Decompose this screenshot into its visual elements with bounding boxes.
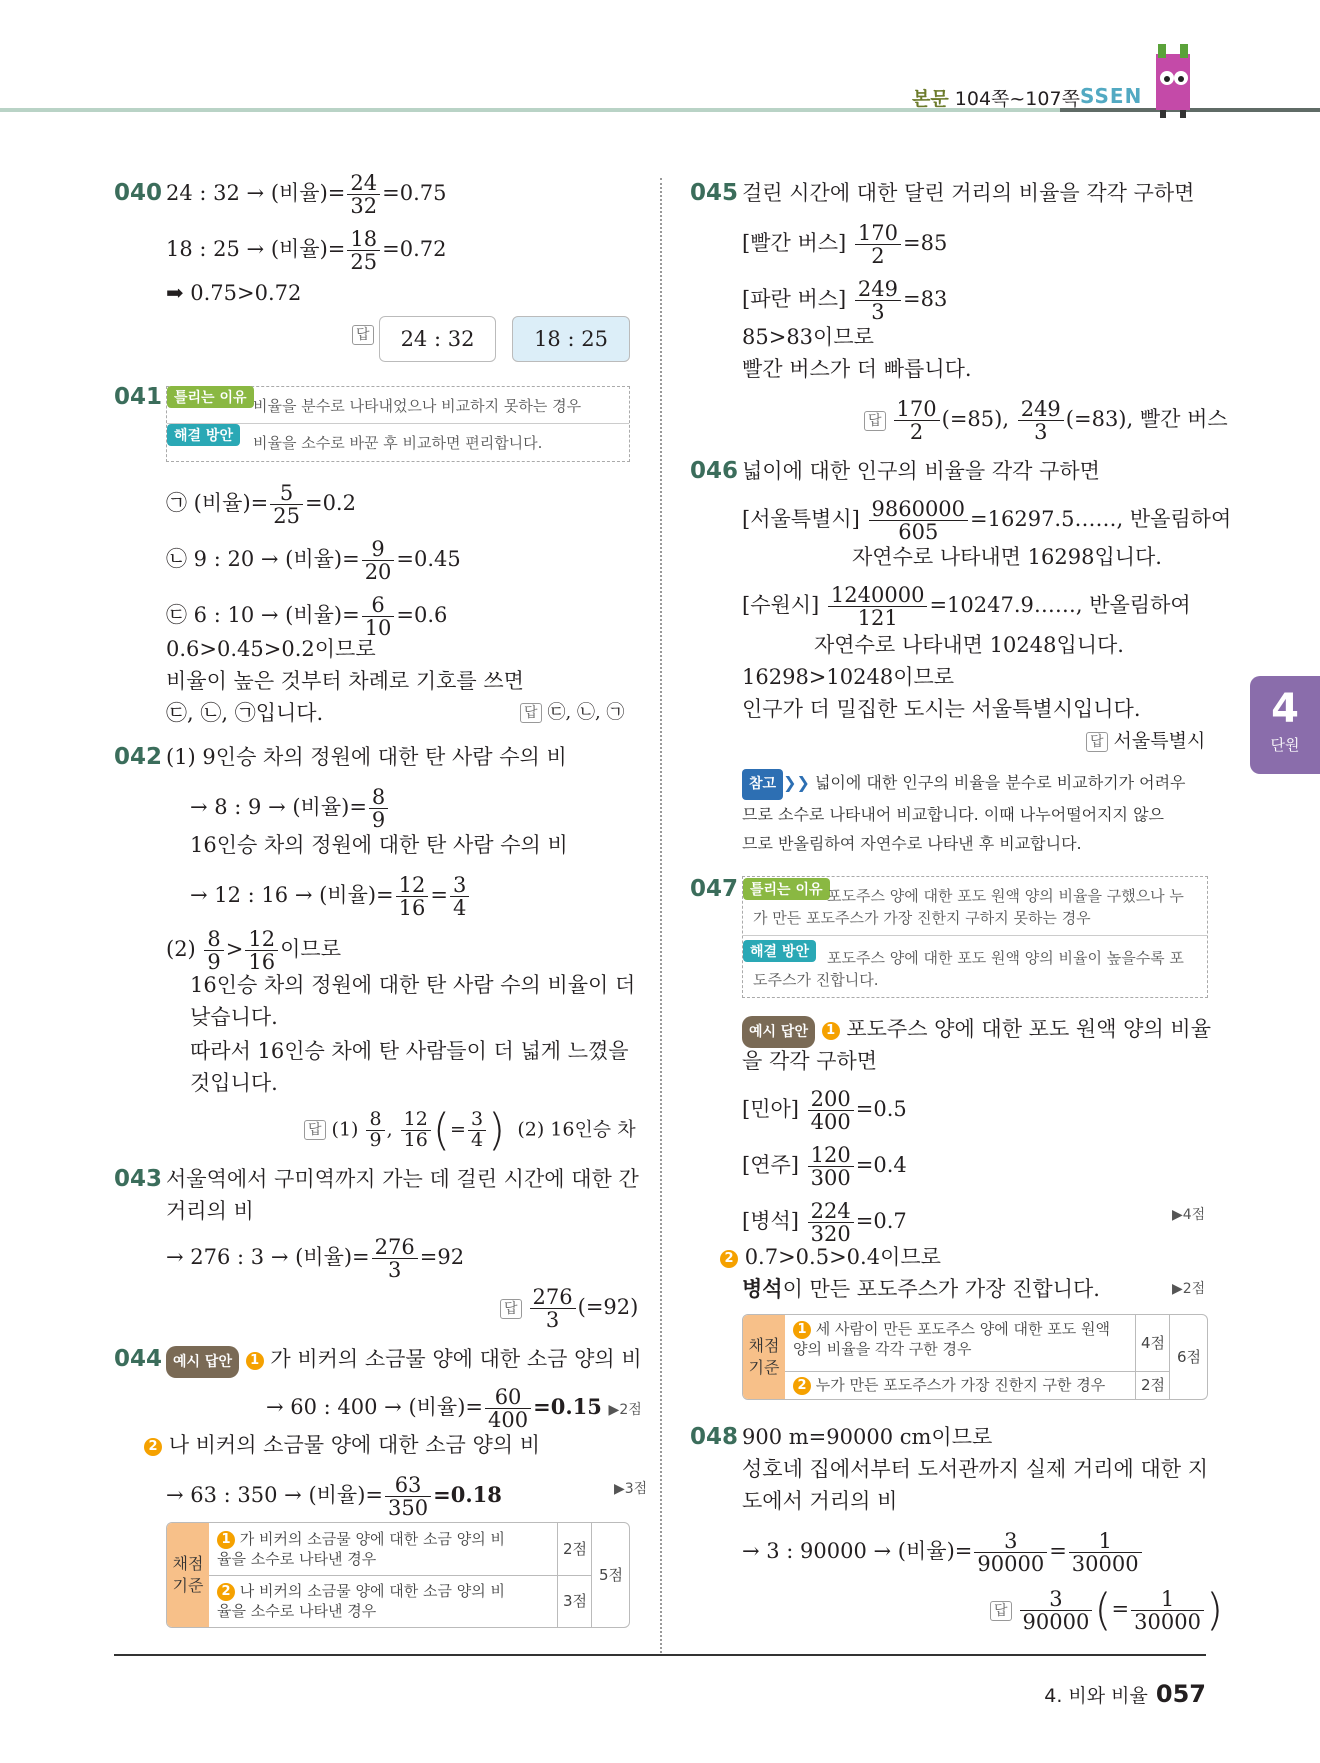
grading-label: 채점 기준 (167, 1523, 209, 1627)
p047-line7: 병석이 만든 포도주스가 가장 진합니다. (742, 1276, 1100, 1301)
p045-line2: [빨간 버스] $\frac{170}{2}$ =85 (742, 221, 948, 269)
p046-line7: 인구가 더 밀집한 도시는 서울특별시입니다. (742, 697, 1141, 721)
p044-line4: → 63 : 350 → (비율)= $\frac{63}{350}$ =0.18 (166, 1473, 502, 1521)
why-wrong-badge: 틀리는 이유 (743, 878, 830, 900)
p045-line4: 85>83이므로 (742, 325, 874, 349)
p047-line3: [민아] $\frac{200}{400}$ =0.5 (742, 1087, 907, 1135)
grading-total: 6점 (1169, 1315, 1208, 1399)
grading-label: 채점 기준 (743, 1315, 785, 1399)
p041-line4: 0.6>0.45>0.2이므로 (166, 637, 376, 661)
step-1-icon: 1 (822, 1022, 840, 1040)
why-wrong-badge: 틀리는 이유 (167, 386, 254, 408)
p044-points: ▶3점 (614, 1481, 648, 1497)
p048-line4: → 3 : 90000 → (비율)= $\frac{3}{90000}$ = $\frac{1}{30000}$ (742, 1530, 1144, 1575)
tip-box-041 (166, 386, 630, 462)
example-badge: 예시 답안 (166, 1346, 239, 1378)
p045-answer: 답 $\frac{170}{2}$ (=85), $\frac{249}{3}$ (=83), 빨간 버스 (864, 398, 1228, 443)
page-range: 본문 104쪽~107쪽 (912, 88, 1080, 110)
page-number: 057 (1155, 1680, 1206, 1708)
p047-line4: [연주] $\frac{120}{300}$ =0.4 (742, 1143, 907, 1191)
solution-line1: 포도주스 양에 대한 포도 원액 양의 비율이 높을수록 포 (827, 949, 1184, 967)
p048-line1: 900 m=90000 cm이므로 (742, 1425, 993, 1449)
grading-row-1: 1 가 비커의 소금물 양에 대한 소금 양의 비율을 소수로 나타낸 경우 (217, 1530, 505, 1568)
p042-line5: (2) $\frac{8}{9}$ > $\frac{12}{16}$ 이므로 (166, 927, 341, 975)
grading-points-1: 4점 (1135, 1315, 1170, 1371)
footer (1044, 1680, 1206, 1708)
problem-number-046: 046 (690, 458, 739, 484)
p044-line1: 예시 답안 1 가 비커의 소금물 양에 대한 소금 양의 비 (166, 1344, 642, 1378)
why-wrong-text: 비율을 분수로 나타내었으나 비교하지 못하는 경우 (253, 397, 582, 415)
grading-total: 5점 (591, 1523, 630, 1627)
p047-points-2: ▶2점 (1172, 1281, 1206, 1297)
p042-line4: → 12 : 16 → (비율)= $\frac{12}{16}$ = $\frac{3}{4}$ (190, 874, 471, 919)
p045-line5: 빨간 버스가 더 빠릅니다. (742, 357, 972, 381)
answer-box-2: 18 : 25 (512, 316, 630, 362)
note-badge: 참고 (742, 769, 783, 800)
p040-line3: ➡ 0.75>0.72 (166, 281, 302, 305)
p044-line2: → 60 : 400 → (비율)= $\frac{60}{400}$ =0.15 ▶2점 (266, 1385, 642, 1433)
p041-line-c: ㉢ 6 : 10 → (비율)= $\frac{6}{10}$ =0.6 (166, 593, 448, 641)
why-wrong-line2: 가 만든 포도주스가 가장 진한지 구하지 못하는 경우 (753, 909, 1091, 927)
p042-line9: 것입니다. (190, 1071, 278, 1095)
step-1-icon: 1 (246, 1352, 264, 1370)
tip-box-047 (742, 876, 1208, 998)
p046-line6: 16298>10248이므로 (742, 665, 955, 689)
problem-number-042: 042 (114, 744, 163, 770)
p041-line-a: ㉠ (비율)= $\frac{5}{25}$ =0.2 (166, 481, 356, 529)
brand-logo: SSEN (1080, 84, 1143, 108)
p045-line1: 걸린 시간에 대한 달린 거리의 비율을 각각 구하면 (742, 181, 1195, 205)
answer-box-1: 24 : 32 (379, 316, 496, 362)
p041-line6: ㉢, ㉡, ㉠입니다. (166, 701, 324, 725)
p046-line5: 자연수로 나타내면 10248입니다. (814, 633, 1124, 657)
problem-number-048: 048 (690, 1424, 739, 1450)
p042-line6: 16인승 차의 정원에 대한 탄 사람 수의 비율이 더 (190, 973, 636, 997)
solution-line2: 도주스가 진합니다. (753, 971, 879, 989)
p042-line2: → 8 : 9 → (비율)= $\frac{8}{9}$ (190, 786, 390, 831)
p042-line3: 16인승 차의 정원에 대한 탄 사람 수의 비 (190, 833, 568, 857)
p046-line1: 넓이에 대한 인구의 비율을 각각 구하면 (742, 459, 1100, 483)
p047-line6: 2 0.7>0.5>0.4이므로 (720, 1242, 941, 1272)
solution-badge: 해결 방안 (743, 940, 816, 962)
p047-line2: 을 각각 구하면 (742, 1049, 878, 1073)
p043-answer: 답 $\frac{276}{3}$ (=92) (500, 1286, 638, 1331)
problem-number-044: 044 (114, 1346, 163, 1372)
p043-line1: 서울역에서 구미역까지 가는 데 걸린 시간에 대한 간 (166, 1167, 639, 1191)
problem-number-040: 040 (114, 180, 163, 206)
unit-tab[interactable] (1250, 676, 1320, 774)
mascot-icon (1150, 44, 1196, 120)
footer-rule (114, 1654, 1206, 1656)
p047-line5: [병석] $\frac{224}{320}$ =0.7 (742, 1199, 907, 1247)
step-2-icon: 2 (144, 1438, 162, 1456)
p047-points-1: ▶4점 (1172, 1207, 1206, 1223)
p041-line5: 비율이 높은 것부터 차례로 기호를 쓰면 (166, 669, 524, 693)
p042-line8: 따라서 16인승 차에 탄 사람들이 더 넓게 느꼈을 (190, 1039, 629, 1063)
p046-line3: 자연수로 나타내면 16298입니다. (852, 545, 1162, 569)
p041-line-b: ㉡ 9 : 20 → (비율)= $\frac{9}{20}$ =0.45 (166, 537, 461, 585)
p040-line2: 18 : 25 → (비율)= $\frac{18}{25}$ =0.72 (166, 227, 447, 275)
grading-table-044 (166, 1522, 630, 1628)
p046-note: 참고 ❯❯ 넓이에 대한 인구의 비율을 분수로 비교하기가 어려우 므로 소수로 나타내어 비교합니다. 이때 나누어떨어지지 않으 므로 반올림하여 자연수로 나타낸 후 비교합니다. (742, 768, 1208, 858)
unit-label: 단원 (1270, 736, 1300, 754)
p047-line1: 예시 답안 1 포도주스 양에 대한 포도 원액 양의 비율 (742, 1014, 1211, 1048)
p042-line1: (1) 9인승 차의 정원에 대한 탄 사람 수의 비 (166, 745, 567, 769)
chapter-title: 4. 비와 비율 (1044, 1685, 1148, 1707)
example-badge: 예시 답안 (742, 1016, 815, 1048)
grading-row-2: 2 누가 만든 포도주스가 가장 진한지 구한 경우 (789, 1373, 1109, 1397)
why-wrong-line1: 포도주스 양에 대한 포도 원액 양의 비율을 구했으나 누 (827, 887, 1184, 905)
p048-line3: 도에서 거리의 비 (742, 1489, 898, 1513)
p048-line2: 성호네 집에서부터 도서관까지 실제 거리에 대한 지 (742, 1457, 1209, 1481)
p042-line7: 낮습니다. (190, 1005, 278, 1029)
step-2-icon: 2 (720, 1250, 738, 1268)
p043-line3: → 276 : 3 → (비율)= $\frac{276}{3}$ =92 (166, 1235, 465, 1283)
p046-line2: [서울특별시] $\frac{9860000}{605}$ =16297.5……, 반올림하여 (742, 497, 1232, 545)
answer-label: 답 (352, 318, 380, 348)
p041-answer: 답 ㉢, ㉡, ㉠ (520, 698, 624, 728)
grading-row-2: 2 나 비커의 소금물 양에 대한 소금 양의 비율을 소수로 나타낸 경우 (217, 1582, 505, 1620)
problem-number-041: 041 (114, 384, 163, 410)
unit-number: 4 (1271, 686, 1299, 732)
problem-number-047: 047 (690, 876, 739, 902)
p040-line1: 24 : 32 → (비율)= $\frac{24}{32}$ =0.75 (166, 171, 447, 219)
p046-answer: 답 서울특별시 (1086, 726, 1205, 756)
grading-points-1: 2점 (557, 1523, 592, 1575)
p046-line4: [수원시] $\frac{1240000}{121}$ =10247.9……, 반올림하여 (742, 583, 1191, 631)
column-divider (660, 178, 662, 1653)
solution-badge: 해결 방안 (167, 424, 240, 446)
p044-line3: 2 나 비커의 소금물 양에 대한 소금 양의 비 (144, 1430, 540, 1460)
p042-answer: 답 (1) $\frac{8}{9}$ , $\frac{12}{16}$ (= $\frac{3}{4}$ ) (2) 16인승 차 (304, 1110, 636, 1151)
p045-line3: [파란 버스] $\frac{249}{3}$ =83 (742, 277, 948, 325)
grading-points-2: 3점 (557, 1575, 592, 1627)
p048-answer: 답 $\frac{3}{90000}$ (= $\frac{1}{30000}$ ) (990, 1588, 1223, 1633)
p043-line2: 거리의 비 (166, 1199, 254, 1223)
grading-points-2: 2점 (1135, 1371, 1170, 1399)
problem-number-043: 043 (114, 1166, 163, 1192)
grading-row-1: 1 세 사람이 만든 포도주스 양에 대한 포도 원액 양의 비율을 각각 구한 경우 (793, 1320, 1110, 1358)
problem-number-045: 045 (690, 180, 739, 206)
grading-table-047 (742, 1314, 1208, 1400)
solution-text: 비율을 소수로 바꾼 후 비교하면 편리합니다. (253, 434, 543, 452)
